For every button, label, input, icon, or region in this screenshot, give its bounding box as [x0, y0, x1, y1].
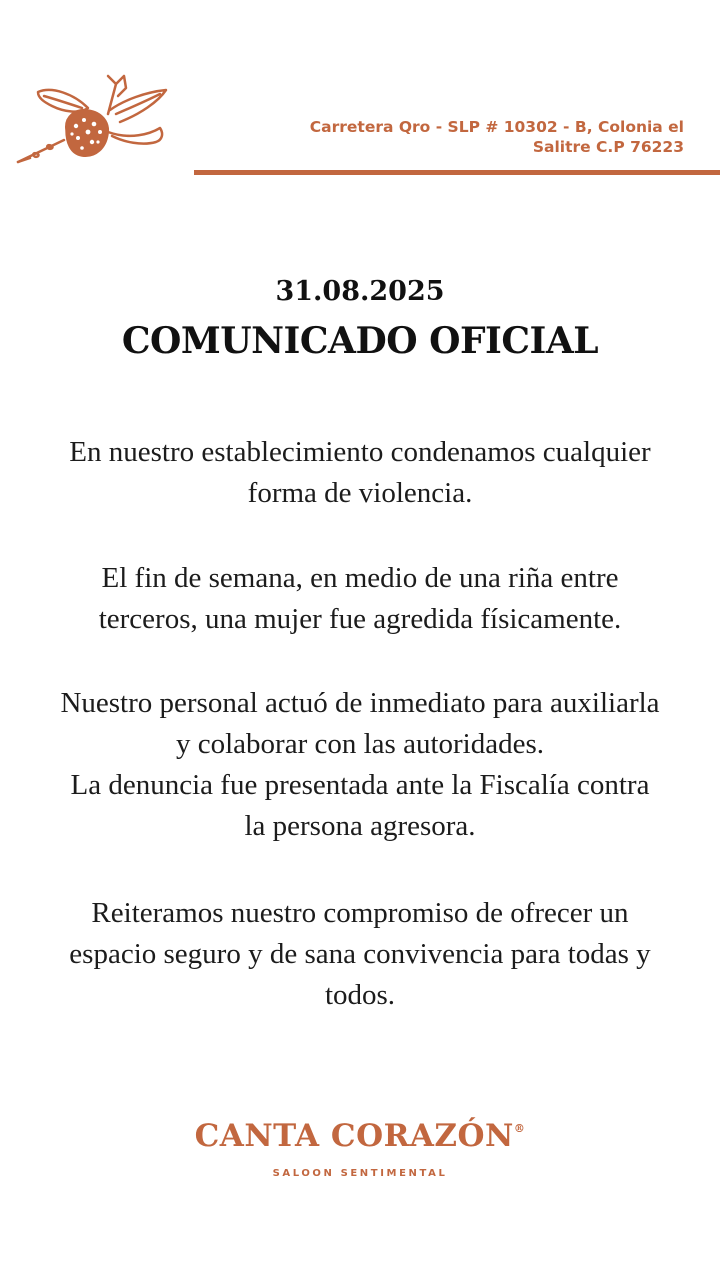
brand-wordmark — [0, 1118, 720, 1154]
notice-paragraph: El fin de semana, en medio de una riña entre terceros, una mujer fue agredida físicamente. — [98, 562, 622, 635]
notice-paragraph: Nuestro personal actuó de inmediato para auxiliarla y colaborar con las autoridades. — [60, 687, 660, 760]
hummingbird-flower-logo-icon — [12, 70, 174, 178]
registered-mark: ® — [513, 1122, 526, 1135]
notice-paragraph: En nuestro establecimiento condenamos cualquier forma de violencia. — [69, 436, 651, 509]
notice-date: 31.08.2025 — [275, 276, 445, 307]
header-divider — [194, 170, 720, 175]
brand-tagline: SALOON SENTIMENTAL — [272, 1168, 448, 1179]
page-title: COMUNICADO OFICIAL — [121, 320, 599, 362]
brand-name: CANTA CORAZÓN — [194, 1118, 514, 1154]
notice-paragraph: La denuncia fue presentada ante la Fiscalía contra la persona agresora. — [70, 769, 650, 842]
notice-paragraph: Reiteramos nuestro compromiso de ofrecer un espacio seguro y de sana convivencia para todas y todos. — [69, 897, 651, 1011]
address-text: Carretera Qro - SLP # 10302 - B, Colonia el Salitre C.P 76223 — [309, 118, 684, 156]
